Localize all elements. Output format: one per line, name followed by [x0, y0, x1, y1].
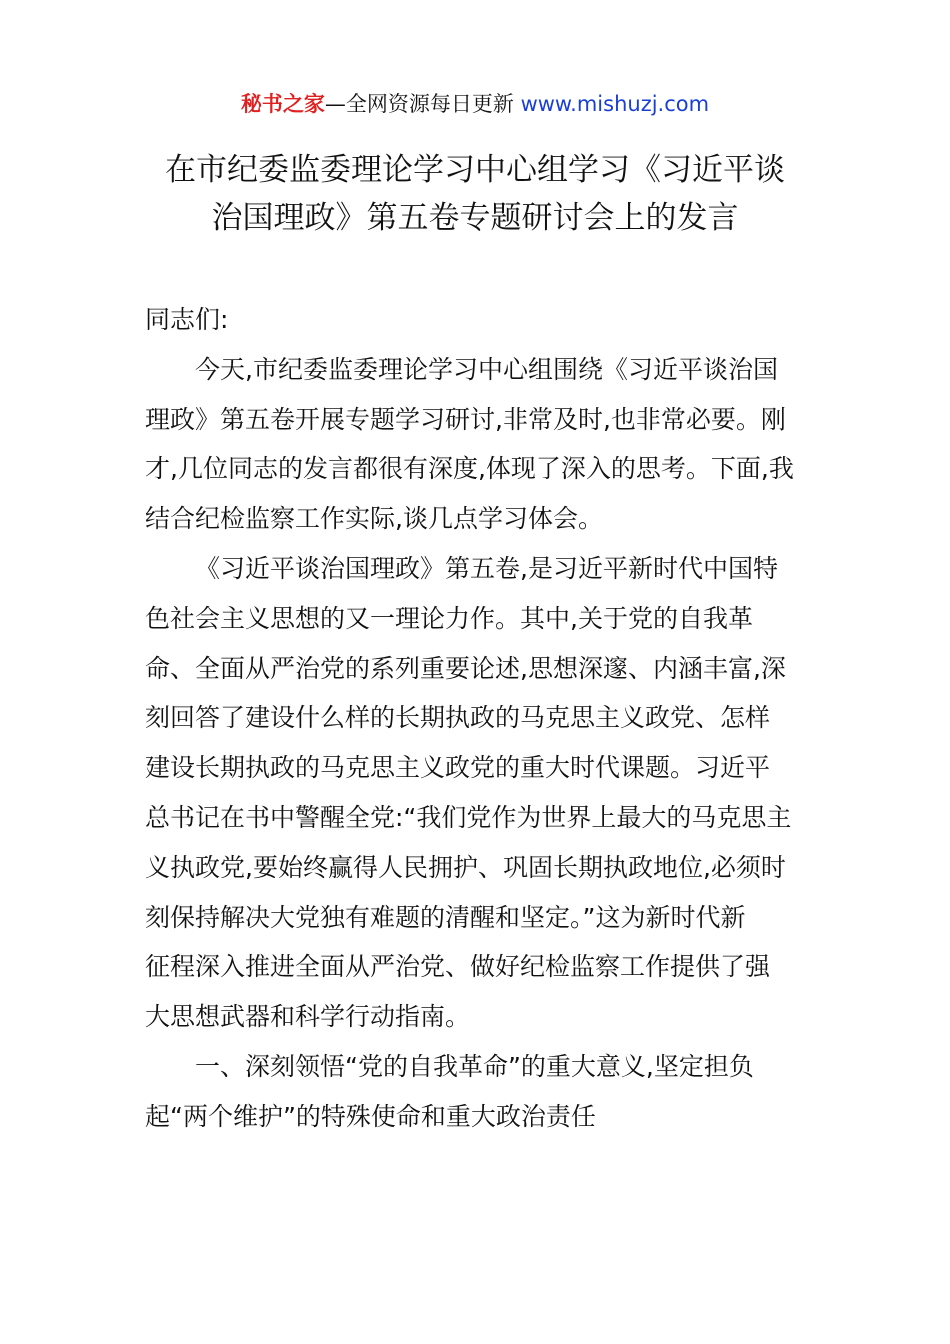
- body-line: 今天,市纪委监委理论学习中心组围绕《习近平谈治国: [195, 354, 778, 384]
- brand-name: 秘书之家: [240, 92, 325, 116]
- site-header: [0, 88, 950, 120]
- title-line-1: 在市纪委监委理论学习中心组学习《习近平谈: [165, 152, 785, 188]
- body-line: 征程深入推进全面从严治党、做好纪检监察工作提供了强: [145, 952, 771, 982]
- body-line: 义执政党,要始终赢得人民拥护、巩固长期执政地位,必须时: [145, 852, 786, 882]
- section-heading-line: 一、深刻领悟“党的自我革命”的重大意义,坚定担负: [195, 1051, 754, 1081]
- body-line: 才,几位同志的发言都很有深度,体现了深入的思考。下面,我: [145, 454, 794, 484]
- site-url-link[interactable]: www.mishuzj.com: [520, 92, 710, 116]
- body-line: 刻保持解决大党独有难题的清醒和坚定。”这为新时代新: [145, 902, 746, 932]
- body-line: 建设长期执政的马克思主义政党的重大时代课题。习近平: [145, 753, 771, 783]
- document-title: [60, 146, 890, 242]
- body-line: 大思想武器和科学行动指南。: [145, 1002, 471, 1032]
- document-body: [145, 295, 810, 1142]
- body-line: 结合纪检监察工作实际,谈几点学习体会。: [145, 504, 603, 534]
- title-line-2: 治国理政》第五卷专题研讨会上的发言: [211, 200, 739, 236]
- body-line: 理政》第五卷开展专题学习研讨,非常及时,也非常必要。刚: [145, 404, 786, 434]
- body-line: 命、全面从严治党的系列重要论述,思想深邃、内涵丰富,深: [145, 653, 786, 683]
- body-line: 色社会主义思想的又一理论力作。其中,关于党的自我革: [145, 603, 753, 633]
- body-line: 刻回答了建设什么样的长期执政的马克思主义政党、怎样: [145, 703, 771, 733]
- header-slogan: —全网资源每日更新: [324, 92, 521, 116]
- body-line: 《习近平谈治国理政》第五卷,是习近平新时代中国特: [195, 553, 778, 583]
- body-line: 总书记在书中警醒全党:“我们党作为世界上最大的马克思主: [145, 802, 792, 832]
- salutation: 同志们:: [145, 305, 229, 334]
- section-heading-line: 起“两个维护”的特殊使命和重大政治责任: [145, 1101, 596, 1131]
